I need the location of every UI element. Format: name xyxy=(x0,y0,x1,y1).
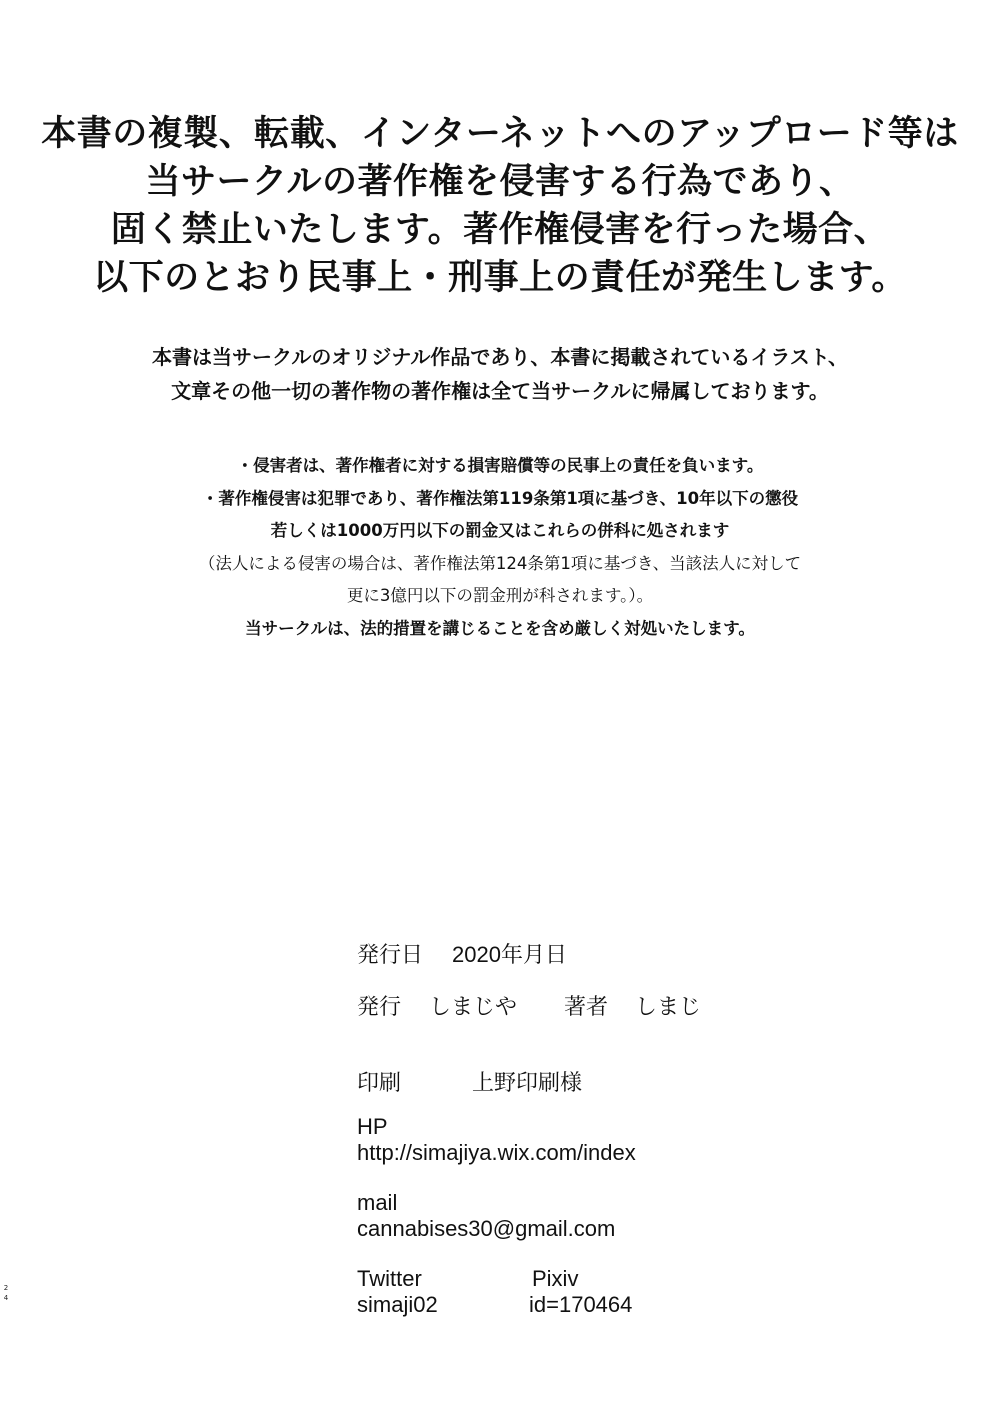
hp-url[interactable]: http://simajiya.wix.com/index xyxy=(357,1140,636,1165)
warning-line-1: 本書の複製、転載、インターネットへのアップロード等は xyxy=(41,114,959,154)
warning-line-3: 固く禁止いたします。著作権侵害を行った場合、 xyxy=(110,210,890,250)
rights-line-1: 本書は当サークルのオリジナル作品であり、本書に掲載されているイラスト、 xyxy=(152,345,848,369)
twitter-label: Twitter xyxy=(357,1266,422,1291)
penalty-line-corporate: （法人による侵害の場合は、著作権法第124条第1項に基づき、当該法人に対して xyxy=(198,553,802,573)
hp-label: HP xyxy=(357,1114,388,1139)
author-label: 著者 xyxy=(564,994,609,1019)
pixiv-label: Pixiv xyxy=(532,1266,579,1291)
page-number-digit-2: 4 xyxy=(3,1294,9,1302)
rights-statement xyxy=(0,340,1000,408)
page-number xyxy=(2,1283,10,1303)
page-number-digit-1: 2 xyxy=(3,1284,9,1292)
penalty-line-action: 当サークルは、法的措置を講じることを含め厳しく対処いたします。 xyxy=(245,618,755,638)
warning-line-4: 以下のとおり民事上・刑事上の責任が発生します。 xyxy=(93,258,907,298)
rights-line-2: 文章その他一切の著作物の著作権は全て当サークルに帰属しております。 xyxy=(171,379,829,403)
issue-date-value: 2020年月日 xyxy=(452,942,567,967)
penalty-line-civil: ・侵害者は、著作権者に対する損害賠償等の民事上の責任を負います。 xyxy=(236,456,764,475)
warning-line-2: 当サークルの著作権を侵害する行為であり、 xyxy=(145,162,855,202)
copyright-warning xyxy=(0,110,1000,302)
penalty-line-corporate-fine: 更に3億円以下の罰金刑が科されます。）。 xyxy=(346,586,654,605)
printer-label: 印刷 xyxy=(357,1070,402,1095)
penalty-notice xyxy=(0,450,1000,645)
publisher-value: しまじや xyxy=(429,994,518,1019)
publisher-label: 発行 xyxy=(357,994,402,1019)
author-value: しまじ xyxy=(635,994,702,1019)
mail-label: mail xyxy=(357,1190,398,1215)
mail-address[interactable]: cannabises30@gmail.com xyxy=(357,1216,616,1241)
issue-date-label: 発行日 xyxy=(357,942,424,967)
pixiv-id[interactable]: id=170464 xyxy=(529,1292,633,1317)
penalty-line-fine: 若しくは1000万円以下の罰金又はこれらの併科に処されます xyxy=(270,521,730,540)
printer-value: 上野印刷様 xyxy=(472,1070,583,1095)
twitter-handle[interactable]: simaji02 xyxy=(357,1292,438,1317)
penalty-line-criminal: ・著作権侵害は犯罪であり、著作権法第119条第1項に基づき、10年以下の懲役 xyxy=(201,488,799,508)
